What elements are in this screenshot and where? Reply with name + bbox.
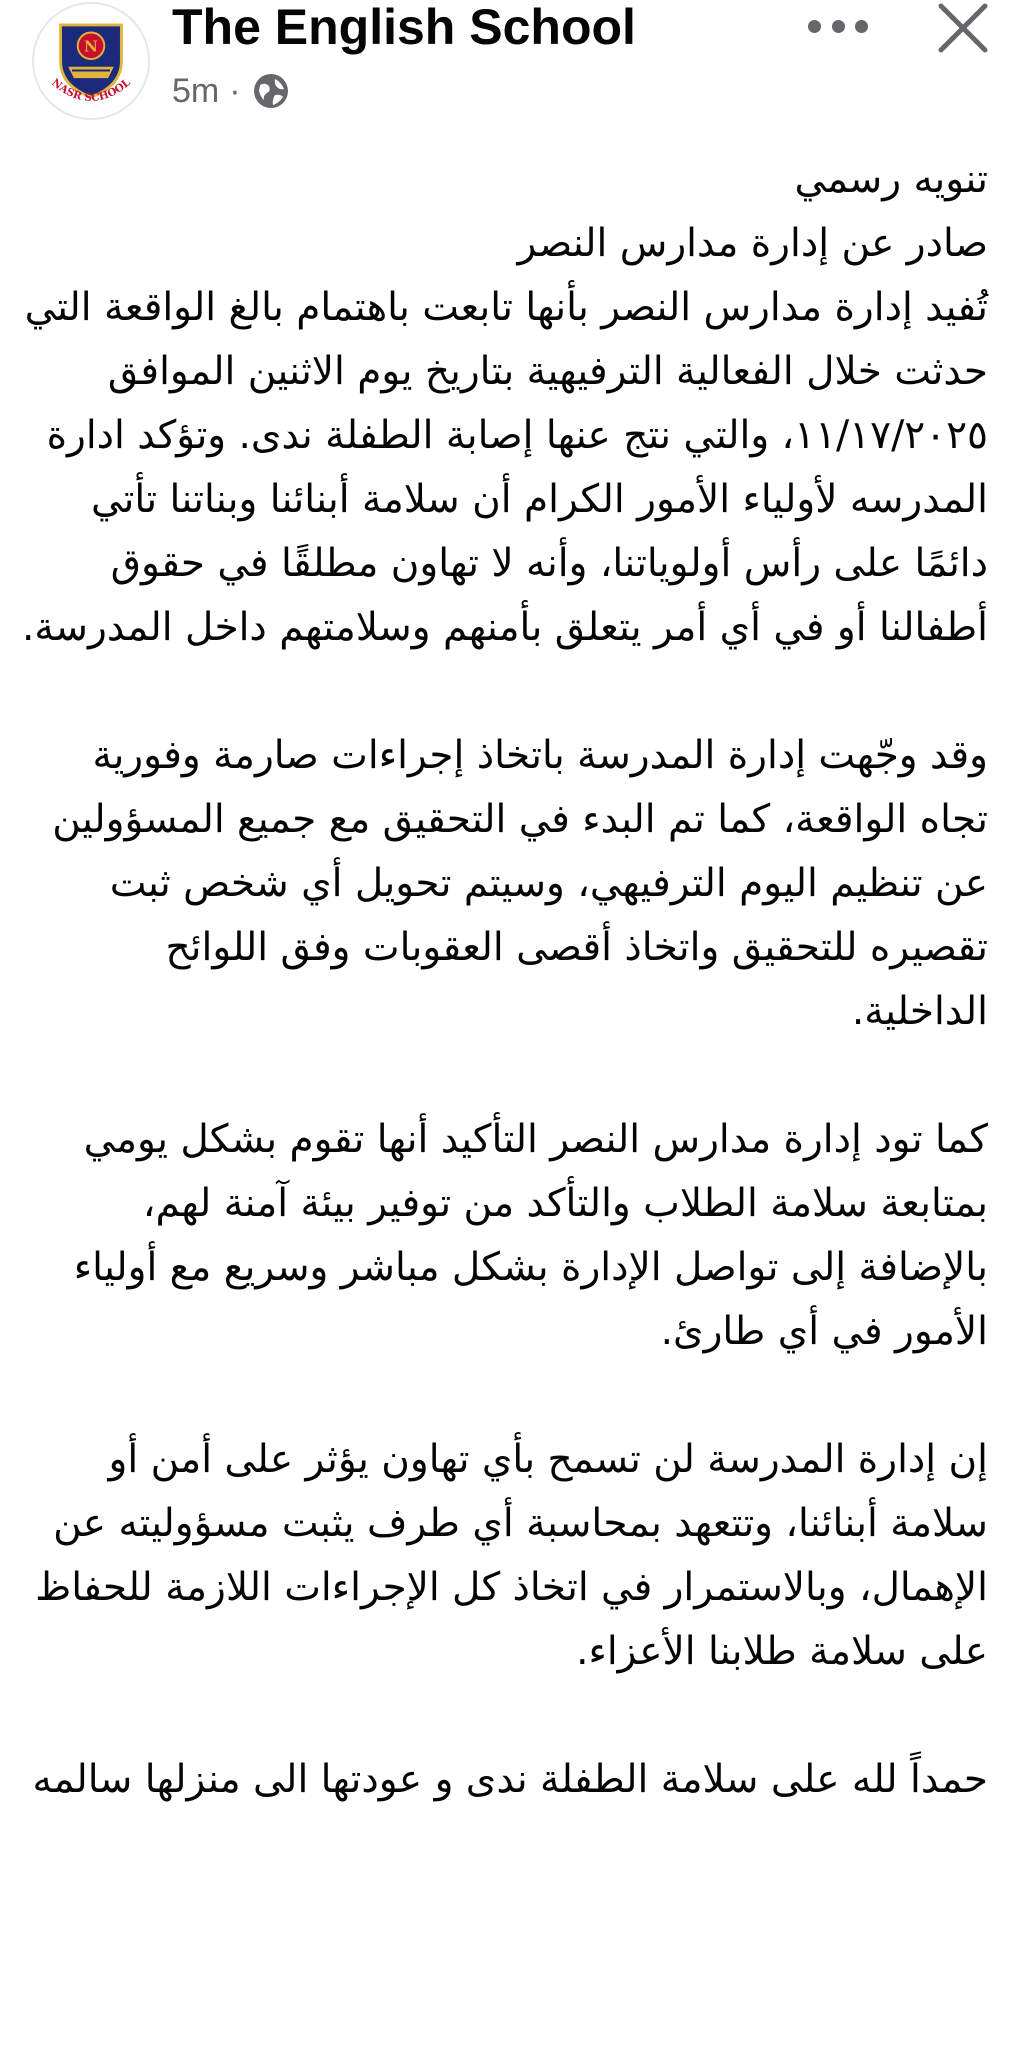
more-dot (832, 20, 845, 33)
paragraph-gap (20, 1044, 988, 1108)
more-dot (808, 20, 821, 33)
school-crest-logo (34, 4, 148, 118)
paragraph-gap (20, 1684, 988, 1748)
svg-text:N: N (84, 37, 98, 56)
post-timestamp[interactable]: 5m (172, 71, 220, 110)
post-paragraph: تُفيد إدارة مدارس النصر بأنها تابعت باهتمام بالغ الواقعة التي حدثت خلال الفعالية الترفيهية بتاريخ يوم الاثنين الموافق ١١/١٧/٢٠٢٥، والتي نتج عنها إصابة الطفلة ندى. وتؤكد ادارة المدرسه لأولياء الأمور الكرام أن سلامة أبنائنا وبناتنا تأتي دائمًا على رأس أولوياتنا، وأنه لا تهاون مطلقًا في حقوق أطفالنا أو في أي أمر يتعلق بأمنهم وسلامتهم داخل المدرسة. (22, 285, 988, 650)
post-meta (172, 68, 291, 114)
post-paragraph: كما تود إدارة مدارس النصر التأكيد أنها تقوم بشكل يومي بمتابعة سلامة الطلاب والتأكد من توفير بيئة آمنة لهم، بالإضافة إلى تواصل الإدارة بشكل مباشر وسريع مع أولياء الأمور في أي طارئ. (73, 1117, 988, 1354)
post-header (0, 0, 1019, 130)
more-options-icon[interactable] (808, 14, 868, 38)
page-avatar[interactable] (32, 2, 150, 120)
more-dot (855, 20, 868, 33)
close-icon[interactable] (935, 0, 991, 56)
post-subtitle: صادر عن إدارة مدارس النصر (517, 221, 988, 266)
post-title: تنويه رسمي (794, 157, 988, 202)
post-paragraph: وقد وجّهت إدارة المدرسة باتخاذ إجراءات صارمة وفورية تجاه الواقعة، كما تم البدء في التحقيق مع جميع المسؤولين عن تنظيم اليوم الترفيهي، وسيتم تحويل أي شخص ثبت تقصيره للتحقيق واتخاذ أقصى العقوبات وفق اللوائح الداخلية. (52, 733, 988, 1034)
globe-icon[interactable] (251, 71, 291, 111)
paragraph-gap (20, 660, 988, 724)
post-paragraph: إن إدارة المدرسة لن تسمح بأي تهاون يؤثر على أمن أو سلامة أبنائنا، وتتعهد بمحاسبة أي طرف يثبت مسؤوليته عن الإهمال، وبالاستمرار في اتخاذ كل الإجراءات اللازمة للحفاظ على سلامة طلابنا الأعزاء. (35, 1437, 988, 1674)
paragraph-gap (20, 1364, 988, 1428)
post-body (20, 148, 988, 1812)
page-name[interactable]: The English School (172, 0, 636, 55)
svg-text:NASR SCHOOL: NASR SCHOOL (49, 76, 133, 105)
meta-separator: · (229, 71, 241, 110)
post-closing: حمداً لله على سلامة الطفلة ندى و عودتها الى منزلها سالمه (32, 1757, 988, 1802)
